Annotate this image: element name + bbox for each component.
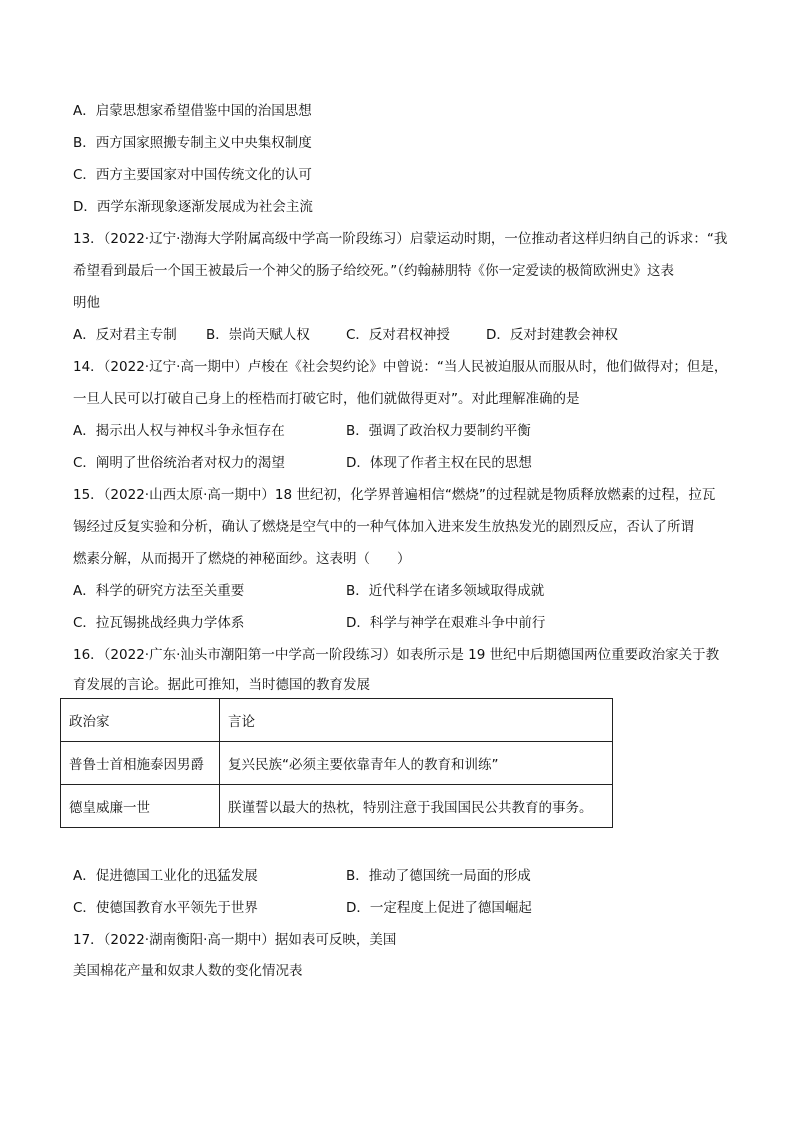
q15-option-a[interactable]: A．科学的研究方法至关重要 <box>73 583 245 599</box>
table-header-cell: 政治家 <box>61 699 220 742</box>
table-row <box>61 785 613 828</box>
q16-table <box>60 698 613 828</box>
table-header-row <box>61 699 613 742</box>
q15-stem-line2: 锡经过反复实验和分析，确认了燃烧是空气中的一种气体加入进来发生放热发光的剧烈反应，否认了所谓 <box>73 519 694 535</box>
table-cell: 朕谨誓以最大的热枕，特别注意于我国国民公共教育的事务。 <box>220 785 613 828</box>
q15-stem-line1: 15．（2022·山西太原·高一期中）18 世纪初，化学界普遍相信“燃烧”的过程就是物质释放燃素的过程，拉瓦 <box>73 487 716 503</box>
q13-option-c[interactable]: C．反对君权神授 <box>346 327 450 343</box>
q14-option-b[interactable]: B．强调了政治权力要制约平衡 <box>346 423 531 439</box>
q12-option-c[interactable]: C．西方主要国家对中国传统文化的认可 <box>73 167 312 183</box>
q17-table-title: 美国棉花产量和奴隶人数的变化情况表 <box>73 963 303 979</box>
table-cell: 普鲁士首相施泰因男爵 <box>61 742 220 785</box>
table-cell: 复兴民族“必须主要依靠青年人的教育和训练” <box>220 742 613 785</box>
q17-stem-line1: 17．（2022·湖南衡阳·高一期中）据如表可反映，美国 <box>73 932 397 948</box>
q16-option-b[interactable]: B．推动了德国统一局面的形成 <box>346 868 531 884</box>
q13-option-d[interactable]: D．反对封建教会神权 <box>486 327 618 343</box>
q15-option-c[interactable]: C．拉瓦锡挑战经典力学体系 <box>73 615 245 631</box>
q14-stem-line2: 一旦人民可以打破自己身上的桎梏而打破它时，他们就做得更对”。对此理解准确的是 <box>73 391 580 407</box>
q14-option-c[interactable]: C．阐明了世俗统治者对权力的渴望 <box>73 455 285 471</box>
q16-option-a[interactable]: A．促进德国工业化的迅猛发展 <box>73 868 258 884</box>
q12-option-b[interactable]: B．西方国家照搬专制主义中央集权制度 <box>73 135 312 151</box>
q13-stem-line2: 希望看到最后一个国王被最后一个神父的肠子给绞死。”（约翰赫朋特《你一定爱读的极简欧洲史》这表 <box>73 263 674 279</box>
table-row <box>61 742 613 785</box>
q16-option-c[interactable]: C．使德国教育水平领先于世界 <box>73 900 258 916</box>
q12-option-a[interactable]: A．启蒙思想家希望借鉴中国的治国思想 <box>73 103 312 119</box>
table-header-cell: 言论 <box>220 699 613 742</box>
q13-stem-line3: 明他 <box>73 295 100 311</box>
q16-stem-line1: 16．（2022·广东·汕头市潮阳第一中学高一阶段练习）如表所示是 19 世纪中后期德国两位重要政治家关于教 <box>73 647 720 663</box>
q15-option-d[interactable]: D．科学与神学在艰难斗争中前行 <box>346 615 546 631</box>
q14-option-a[interactable]: A．揭示出人权与神权斗争永恒存在 <box>73 423 285 439</box>
q13-stem-line1: 13．（2022·辽宁·渤海大学附属高级中学高一阶段练习）启蒙运动时期，一位推动者这样归纳自己的诉求：“我 <box>73 231 728 247</box>
q14-stem-line1: 14．（2022·辽宁·高一期中）卢梭在《社会契约论》中曾说：“当人民被迫服从而服从时，他们做得对；但是， <box>73 359 728 375</box>
q13-option-a[interactable]: A．反对君主专制 <box>73 327 177 343</box>
q15-stem-line3: 燃素分解，从而揭开了燃烧的神秘面纱。这表明（ ） <box>73 551 411 567</box>
q12-option-d[interactable]: D．西学东渐现象逐渐发展成为社会主流 <box>73 199 313 215</box>
q14-option-d[interactable]: D．体现了作者主权在民的思想 <box>346 455 532 471</box>
q16-stem-line2: 育发展的言论。据此可推知，当时德国的教育发展 <box>73 677 370 693</box>
q13-option-b[interactable]: B．崇尚天赋人权 <box>206 327 310 343</box>
table-cell: 德皇威廉一世 <box>61 785 220 828</box>
q15-option-b[interactable]: B．近代科学在诸多领域取得成就 <box>346 583 545 599</box>
q16-option-d[interactable]: D．一定程度上促进了德国崛起 <box>346 900 532 916</box>
